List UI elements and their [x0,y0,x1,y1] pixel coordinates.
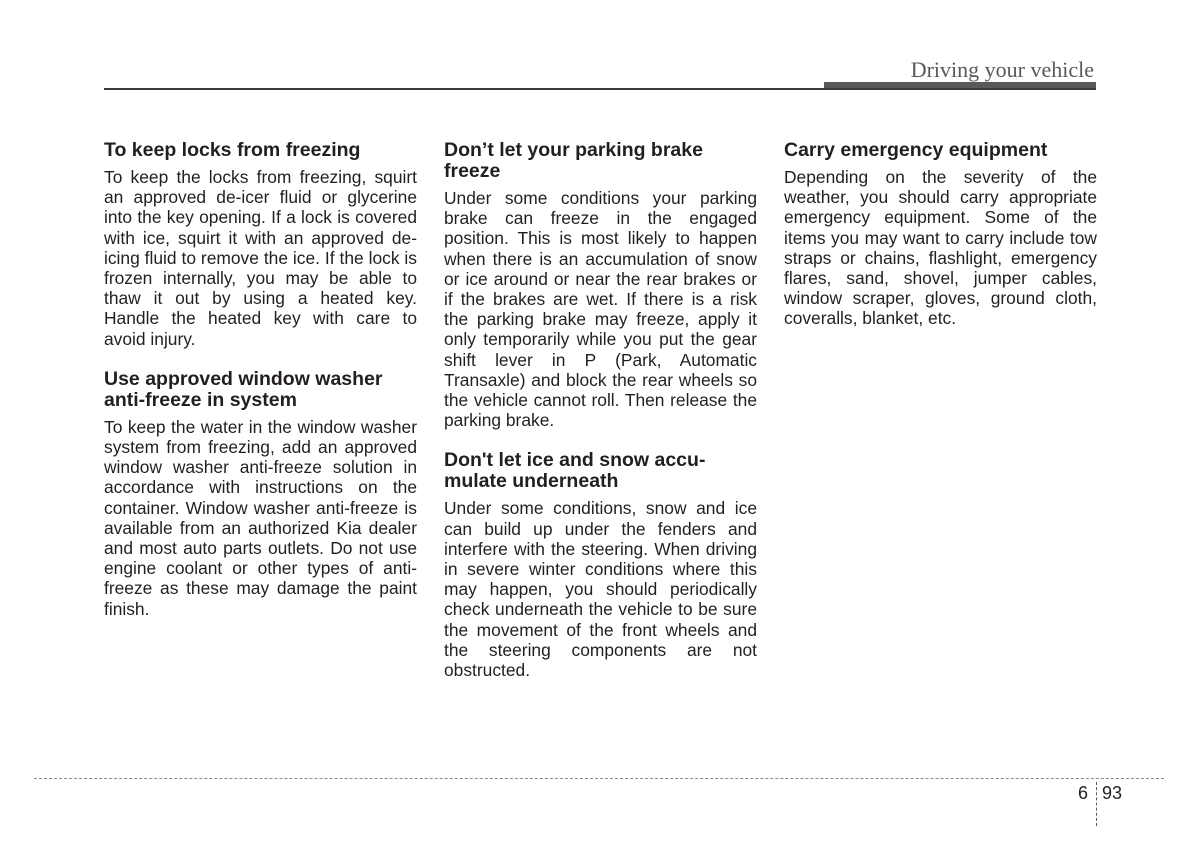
section-heading: Don’t let your parking brake freeze [444,139,703,182]
chapter-number: 6 [1078,783,1089,803]
column-middle [444,140,757,700]
section-washer-antifreeze [104,369,417,619]
section-ice-snow [444,450,757,680]
section-body: Depending on the severity of the weather, you should carry appropriate emergency equipment. Some of the items you may want to carry include tow straps or chains, flashlight, emergency flares, sand, shovel, jumper cables, window scraper, gloves, ground cloth, coveralls, blanket, etc. [784,167,1097,329]
page-number: 93 [1102,783,1123,803]
section-parking-brake [444,140,757,430]
page-number-divider [1096,782,1097,826]
section-body: Under some conditions your parking brake can freeze in the engaged position. This is most likely to happen when there is an accumulation of snow or ice around or near the rear brakes or if the brakes are wet. If there is a risk the parking brake may freeze, apply it only temporarily while you put the gear shift lever in P (Park, Automatic Transaxle) and block the rear wheels so the vehicle cannot roll. Then release the parking brake. [444,188,757,431]
section-heading: To keep locks from freezing [104,139,361,161]
column-right [784,140,1097,349]
section-emergency-equipment [784,140,1097,329]
section-body: To keep the water in the window washer system from freezing, add an approved window washer anti-freeze solution in accordance with instructions on the container. Window washer anti-freeze is available from an authorized Kia dealer and most auto parts outlets. Do not use engine coolant or other types of anti-freeze as these may damage the paint finish. [104,416,417,619]
running-header-title: Driving your vehicle [910,57,1094,82]
column-left [104,140,417,639]
footer-dashed-rule [34,778,1164,779]
section-body: To keep the locks from freezing, squirt an approved de-icer fluid or glycerine into the key opening. If a lock is covered with ice, squirt it with an approved de-icing fluid to remove the ice. If the lock is frozen internally, you may be able to thaw it out by using a heated key. Handle the heated key with care to avoid injury. [104,167,417,349]
section-heading: Carry emergency equipment [784,139,1048,161]
header-rule [104,88,1096,90]
section-locks-freezing [104,140,417,349]
section-body: Under some conditions, snow and ice can build up under the fenders and interfere with the steering. When driving in severe winter conditions where this may happen, you should periodically check underneath the vehicle to be sure the movement of the front wheels and the steering components are not obstructed. [444,498,757,681]
section-heading: Use approved window washer anti-freeze in system [104,367,383,411]
section-heading: Don't let ice and snow accumulate underneath [444,449,706,493]
